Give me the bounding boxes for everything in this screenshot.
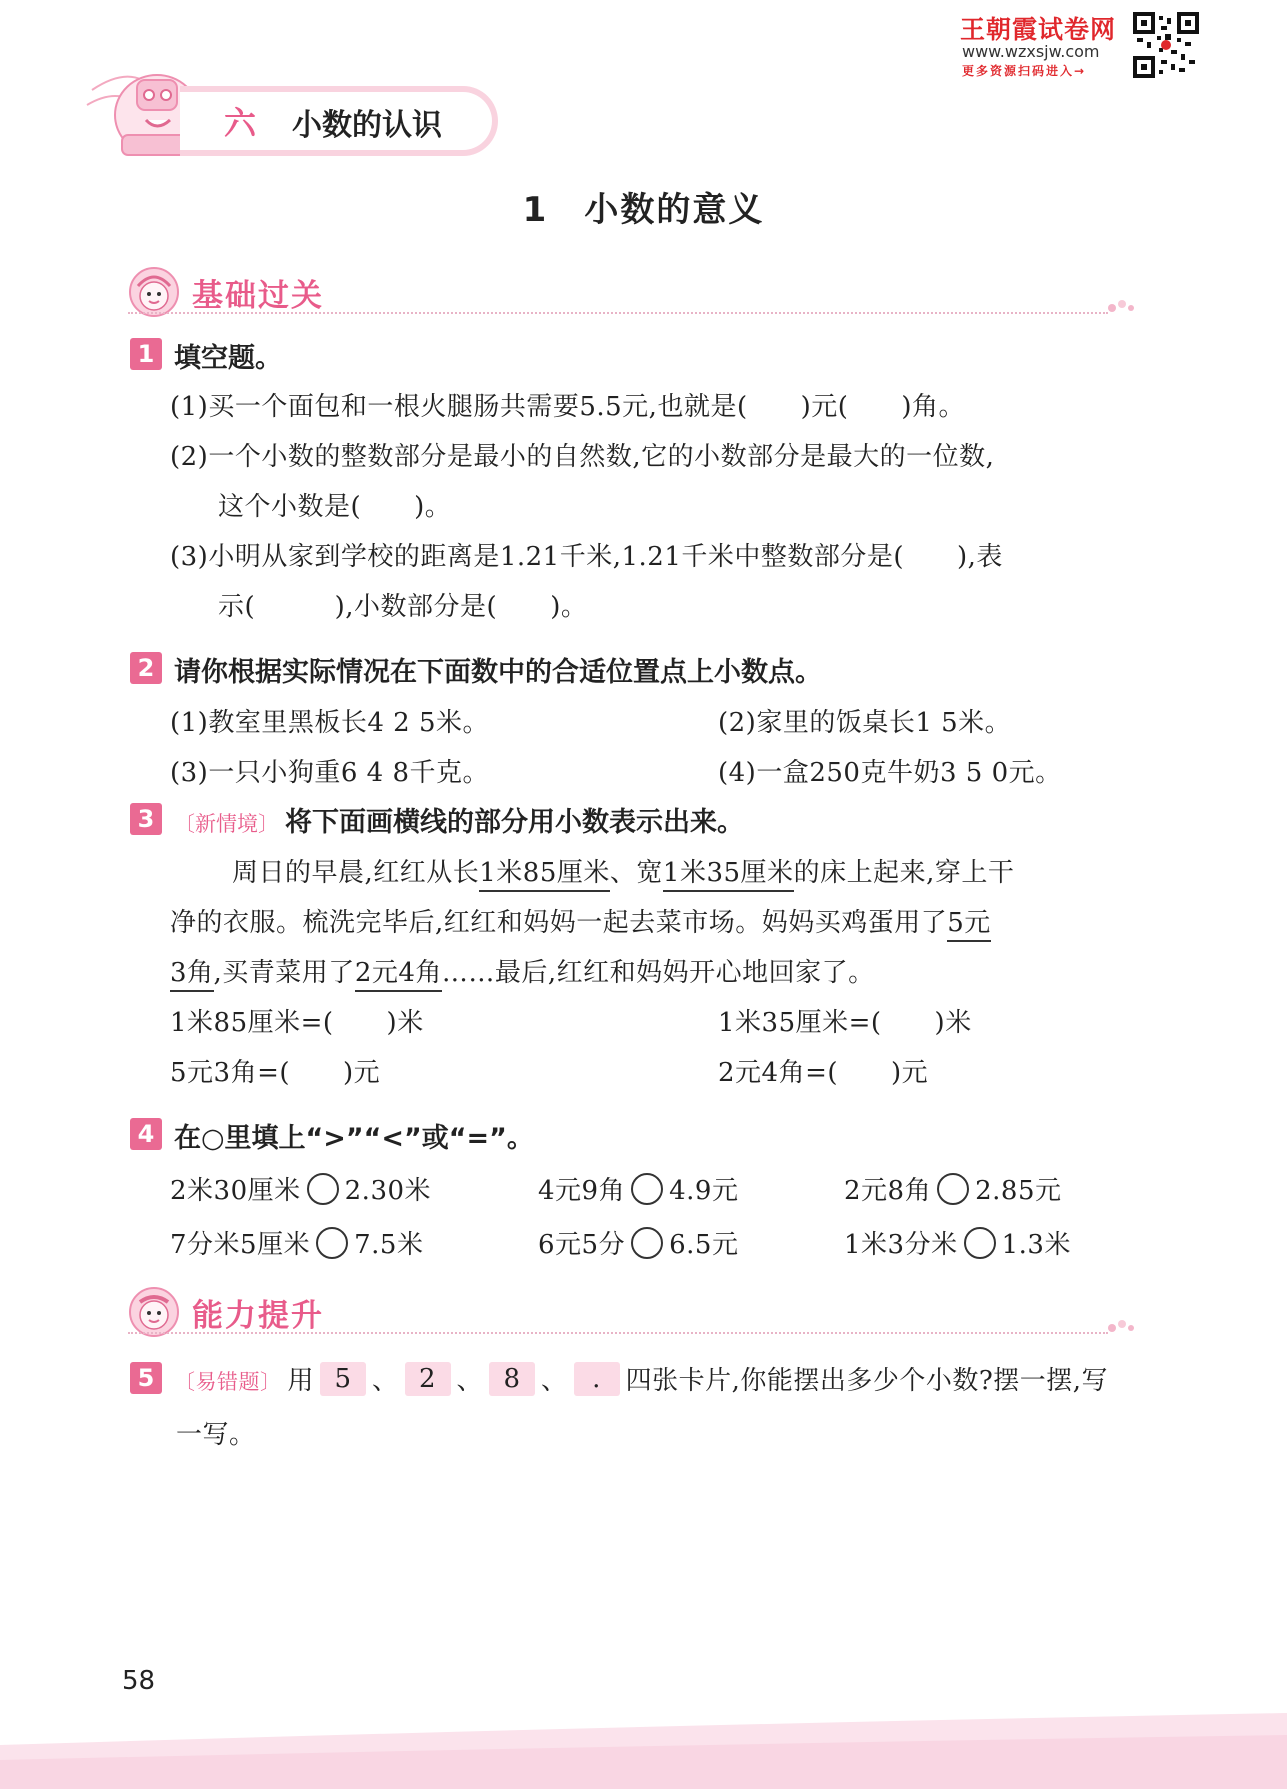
section-divider [128,312,1108,314]
question-number-3: 3 [130,803,162,835]
question-5-line-1 [174,1360,1108,1399]
compare-item-1 [170,1170,431,1208]
q1-item-1: (1)买一个面包和一根火腿肠共需要5.5元,也就是( )元( )角。 [170,392,966,422]
q1-item-2-cont: 这个小数是( )。 [218,492,452,522]
q3-text: 净的衣服。梳洗完毕后,红红和妈妈一起去菜市场。妈妈买鸡蛋用了 [170,908,948,938]
compare-right: 6.5元 [669,1230,739,1260]
boy-avatar-icon [128,1286,180,1338]
compare-item-6 [844,1224,1071,1262]
card-separator: 、 [372,1366,399,1396]
compare-left: 7分米5厘米 [170,1230,311,1260]
compare-left: 2元8角 [844,1176,932,1206]
q1-item-3-cont: 示( ),小数部分是( )。 [218,592,588,622]
tag-new-situation: 〔新情境〕 [174,812,279,836]
compare-left: 6元5分 [538,1230,626,1260]
compare-circle[interactable] [964,1227,996,1259]
compare-circle[interactable] [631,1173,663,1205]
card-decimal-point: . [574,1362,620,1396]
card-separator: 、 [456,1366,484,1396]
question-1-heading: 填空题。 [174,343,282,374]
question-2-heading: 请你根据实际情况在下面数中的合适位置点上小数点。 [174,657,822,688]
question-number-5: 5 [130,1362,162,1394]
girl-avatar-icon [128,266,180,318]
compare-circle[interactable] [316,1227,348,1259]
compare-right: 1.3米 [1001,1230,1071,1260]
q1-item-3: (3)小明从家到学校的距离是1.21千米,1.21千米中整数部分是( ),表 [170,542,1003,572]
q2-item-4: (4)一盒250克牛奶3 5 0元。 [718,758,1062,788]
tag-error-prone: 〔易错题〕 [174,1370,282,1394]
card-8: 8 [489,1362,535,1396]
question-5-line-2: 一写。 [176,1420,256,1450]
q3-text: 、宽 [609,858,663,888]
compare-item-3 [844,1170,1062,1208]
q3-answer-2: 1米35厘米=( )米 [718,1008,972,1038]
underlined-width-1: 1米35厘米 [663,858,794,892]
q1-item-2: (2)一个小数的整数部分是最小的自然数,它的小数部分是最大的一位数, [170,442,995,472]
watermark-more: 更多资源扫码进入→ [962,64,1087,78]
q3-paragraph-line-3 [170,952,875,989]
section-title-basic: 基础过关 [192,278,324,314]
watermark-title: 王朝霞试卷网 [960,15,1117,44]
q2-item-1: (1)教室里黑板长4 2 5米。 [170,708,489,738]
chapter-number: 六 [224,104,257,142]
question-4-heading: 在○里填上“>”“<”或“=”。 [174,1123,534,1154]
underlined-egg-price-a: 5元 [947,908,991,942]
q3-answer-3: 5元3角=( )元 [170,1058,381,1088]
q5-text: 用 [287,1366,315,1396]
q3-text: 周日的早晨,红红从长 [232,858,480,888]
page-number: 58 [122,1666,156,1696]
underlined-length-1: 1米85厘米 [479,858,610,892]
compare-left: 1米3分米 [844,1230,958,1260]
footer-decoration [0,1705,1287,1789]
q2-item-3: (3)一只小狗重6 4 8千克。 [170,758,489,788]
dots-decoration-icon [1106,1318,1136,1334]
q3-text: ,买青菜用了 [213,958,355,988]
underlined-egg-price-b: 3角 [170,958,214,992]
lesson-title: 1 小数的意义 [522,190,765,230]
qr-code-icon [1133,12,1199,78]
underlined-vegetable-price: 2元4角 [355,958,442,992]
compare-item-2 [538,1170,738,1208]
q5-text: 四张卡片,你能摆出多少个小数?摆一摆,写 [625,1366,1109,1396]
card-2: 2 [405,1362,451,1396]
card-separator: 、 [541,1366,568,1396]
compare-right: 7.5米 [354,1230,424,1260]
question-3-text: 将下面画横线的部分用小数表示出来。 [285,807,744,838]
compare-circle[interactable] [631,1227,663,1259]
compare-left: 2米30厘米 [170,1176,301,1206]
q2-item-2: (2)家里的饭桌长1 5米。 [718,708,1012,738]
chapter-title: 小数的认识 [292,108,442,143]
question-3-heading [174,800,744,839]
watermark-url: www.wzxsjw.com [962,42,1100,61]
compare-right: 4.9元 [669,1176,739,1206]
q3-answer-4: 2元4角=( )元 [718,1058,929,1088]
compare-right: 2.30米 [344,1176,432,1206]
question-number-1: 1 [130,338,162,370]
card-5: 5 [320,1362,366,1396]
question-number-2: 2 [130,652,162,684]
q3-text: 的床上起来,穿上干 [793,858,1015,888]
compare-circle[interactable] [937,1173,969,1205]
compare-item-4 [170,1224,423,1262]
compare-item-5 [538,1224,738,1262]
compare-circle[interactable] [307,1173,339,1205]
question-number-4: 4 [130,1118,162,1150]
q3-paragraph-line-2 [170,902,991,939]
q3-answer-1: 1米85厘米=( )米 [170,1008,424,1038]
q3-text: ……最后,红红和妈妈开心地回家了。 [441,958,875,988]
q3-paragraph-line-1 [232,852,1014,889]
section-divider [128,1332,1108,1334]
compare-right: 2.85元 [975,1176,1062,1206]
section-title-advanced: 能力提升 [192,1298,324,1334]
dots-decoration-icon [1106,298,1136,314]
compare-left: 4元9角 [538,1176,626,1206]
